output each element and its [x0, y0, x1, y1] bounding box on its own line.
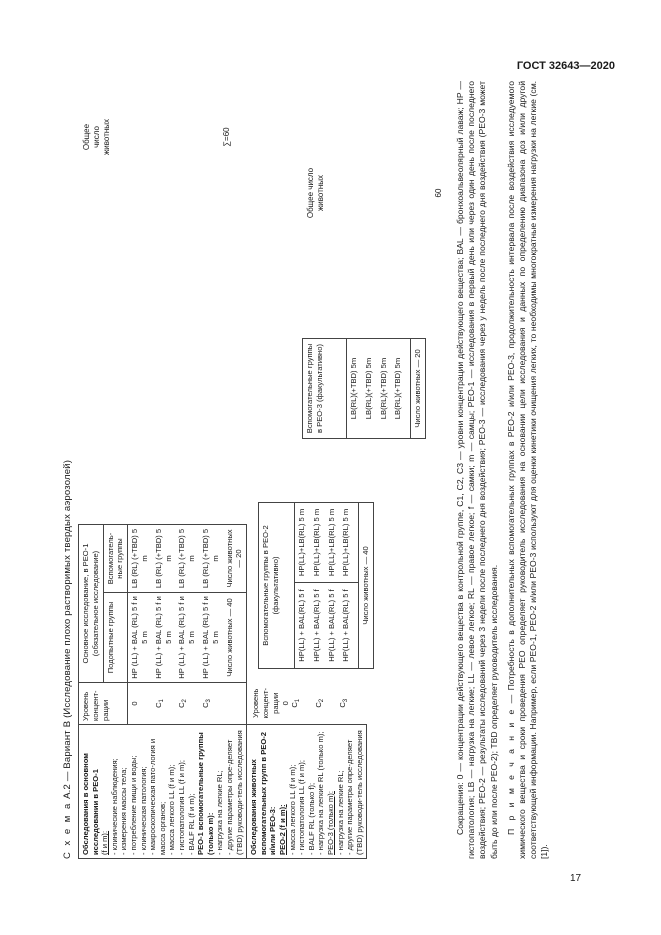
peo2-m-cell: HP(LL)+LB(RL) 5 m: [341, 508, 351, 577]
peo1-main-cell: HP (LL) + BAL (RL) 5 f и 5 m: [152, 593, 176, 683]
peo1-aux-cell-text: LB (RL) (+TBD) 5 m: [200, 528, 220, 589]
total-label-2: Общее число животных: [306, 167, 325, 219]
rotated-scheme: [62, 78, 602, 859]
peo1-aux-cell: LB (RL) (+TBD) 5 m: [175, 525, 199, 593]
peo1-main-cell: [199, 593, 247, 683]
main-study-sex: (f и m):: [100, 830, 110, 855]
obs-item: - потребление пищи и воды;: [128, 755, 138, 855]
peo3-header: Вспомогательные группы в РЕО-3 (факультативно): [303, 339, 347, 439]
notes: [455, 81, 557, 859]
peo2-header: Вспомогательные группы в РЕО-2 (факультативно): [259, 503, 295, 669]
peo1-main-cell-text: HP (LL) + BAL (RL) 5 f и 5 m: [200, 596, 220, 679]
level-c1: $C_1$: [152, 683, 176, 725]
peo1-col-aux: Вспомогатель-ные группы: [103, 525, 128, 593]
peo2-f-cell: HP(LL) + BAL(RL) 5 f: [326, 589, 336, 662]
legend-text: Сокращения: 0 — концентрации действующего вещества в контрольной группе, C1, C2, C3 — уровни концентрации действующего вещества; BAL — бронхоальвеолярный лаваж; HP — гистопатология; LB — нагрузка на легкие; LL — левое легкое; RL — правое легкое; f — самки; m — самцы; РЕО-1 — исследования в первый день или через один день после последнего воздействия; РЕО-2 — результаты исследований через 3 недели после последнего дня воздействия; РЕО-3 — исследования через у недель после последнего дня воздействия (РЕО-3 может быть до или после РЕО-2); TBD определяет руководитель исследования.: [455, 81, 499, 859]
level-c2: $C_2$: [175, 683, 199, 725]
peo2-m-cell: HP(LL)+LB(RL) 5 m: [326, 508, 336, 577]
obs-item: - клиническая патология;: [138, 766, 148, 855]
level-c1-2: $C_1$: [290, 698, 302, 708]
peo1-aux-cell: LB (RL) (+TBD) 5 m: [128, 525, 152, 593]
peo3-table: [302, 338, 426, 439]
levels-header: Уровень концент-рации: [79, 683, 128, 725]
peo1-header: Основное исследование, в РЕО-1 (обязательное исследование): [79, 525, 104, 683]
total-label-1: Общее число животных: [82, 118, 111, 156]
peo1-col-main: Подопытные группы: [103, 593, 128, 683]
obs-item: - BALF RL (f и m);: [186, 793, 196, 855]
total-main: ∑=60: [222, 127, 231, 147]
peo2-count: Число животных — 40: [359, 503, 374, 669]
note-label: П р и м е ч а н и е: [505, 707, 516, 835]
page-number: 17: [570, 873, 582, 884]
obs-item: - нагрузка на легкие RL;: [335, 770, 345, 855]
note-text: — Потребность в дополнительных вспомогательных группах в РЕО-2 и/или РЕО-3, продолжительность интервала после воздействия исследуемого химического вещества и сроки проведения РЕО определяет руководитель исследования на основании цели исследования и данных по определению диапазона доз и/или другой соответствующей информации. Например, если РЕО-1, РЕО-2 и/или РЕО-3 используют для оценки кинетики очищения легких, то необходимы многократные измерения нагрузки на легкие (см. [1]).: [505, 81, 550, 859]
standard-header: ГОСТ 32643—2020: [516, 60, 615, 72]
obs-item: - макроскопическая пато-логия и масса органов;: [148, 738, 167, 855]
level-0-2: 0: [280, 701, 290, 706]
peo3-sex: РЕО-3 (только m):: [325, 791, 335, 855]
level-0: 0: [128, 683, 152, 725]
peo3-cell: LB(RL)(+TBD) 5m: [363, 357, 373, 420]
peo2-f-cell: HP(LL) + BAL(RL) 5 f: [311, 589, 321, 662]
obs-item: - масса легкого LL (f и m);: [167, 764, 177, 855]
peo3-col: [347, 339, 411, 439]
obs-item: - масса легкого LL (f и m);: [287, 764, 297, 855]
peo2-table: [258, 502, 374, 669]
total-extra: 60: [434, 188, 443, 198]
peo3-cell: LB(RL)(+TBD) 5m: [393, 357, 403, 420]
peo1-count-main: Число животных — 40: [224, 598, 234, 677]
peo2-m-cell: HP(LL)+LB(RL) 5 m: [297, 508, 306, 577]
peo1-count-aux: Число животных — 20: [224, 529, 244, 588]
obs-item: - гистопатология LL (f и m);: [297, 760, 307, 855]
peo2-col-m: [295, 503, 359, 583]
peo3-count: Число животных — 20: [411, 339, 426, 439]
peo2-col-f: [295, 583, 359, 669]
schema-title-text: А.2 — Вариант В (Исследование плохо растворимых твердых аэрозолей): [62, 459, 73, 799]
obs-item: - другие параметры опре-деляет (TBD) руководи-тель исследования: [345, 730, 364, 855]
main-study-obs: [79, 725, 247, 859]
peo3-cell: LB(RL)(+TBD) 5m: [378, 357, 388, 420]
obs-item: - нагрузка на легкие RL;: [215, 770, 225, 855]
peo2-f-cell: HP(LL) + BAL(RL) 5 f: [341, 589, 351, 662]
peo1-aux-title: РЕО-1 вспомогательные группы (только m):: [196, 732, 215, 855]
obs-item: - другие параметры опре-деляет (TBD) руководи-тель исследования: [224, 730, 244, 855]
peo1-aux-cell: [199, 525, 247, 593]
main-study-title: Обследования в основном исследовании в РЕО-1: [81, 753, 100, 855]
levels-column-2: [247, 683, 367, 725]
peo2-sex: РЕО-2 (f и m):: [277, 804, 287, 855]
peo1-main-cell: HP (LL) + BAL (RL) 5 f и 5 m: [175, 593, 199, 683]
peo2-f-cell: HP(LL) + BAL(RL) 5 f: [297, 589, 306, 662]
peo1-main-cell: HP (LL) + BAL (RL) 5 f и 5 m: [128, 593, 152, 683]
peo3-cell: LB(RL)(+TBD) 5m: [349, 357, 358, 420]
peo1-aux-cell: LB (RL) (+TBD) 5 m: [152, 525, 176, 593]
aux-study-obs: [247, 725, 367, 859]
obs-item: - гистопатология LL (f и m);: [176, 760, 186, 855]
note-paragraph: [506, 81, 551, 859]
obs-item: - BALF RL (только f);: [306, 782, 316, 855]
peo2-m-cell: HP(LL)+LB(RL) 5 m: [311, 508, 321, 577]
level-c3: $C_3$: [199, 683, 247, 725]
obs-item: - измерения массы тела;: [119, 767, 129, 855]
schema-prefix: С х е м а: [62, 801, 73, 859]
obs-item: - нагрузка на легкие RL (только m);: [316, 731, 326, 855]
schema-title: [62, 460, 73, 859]
level-c3-2: $C_3$: [337, 698, 349, 708]
obs-item: - клинические наблюдения;: [109, 758, 119, 855]
aux-study-title: Обследования животных вспомогательных групп в РЕО-2 и/или РЕО-3:: [249, 732, 278, 855]
levels-header-2: Уровень концент-рации: [251, 688, 280, 719]
level-c2-2: $C_2$: [314, 698, 326, 708]
